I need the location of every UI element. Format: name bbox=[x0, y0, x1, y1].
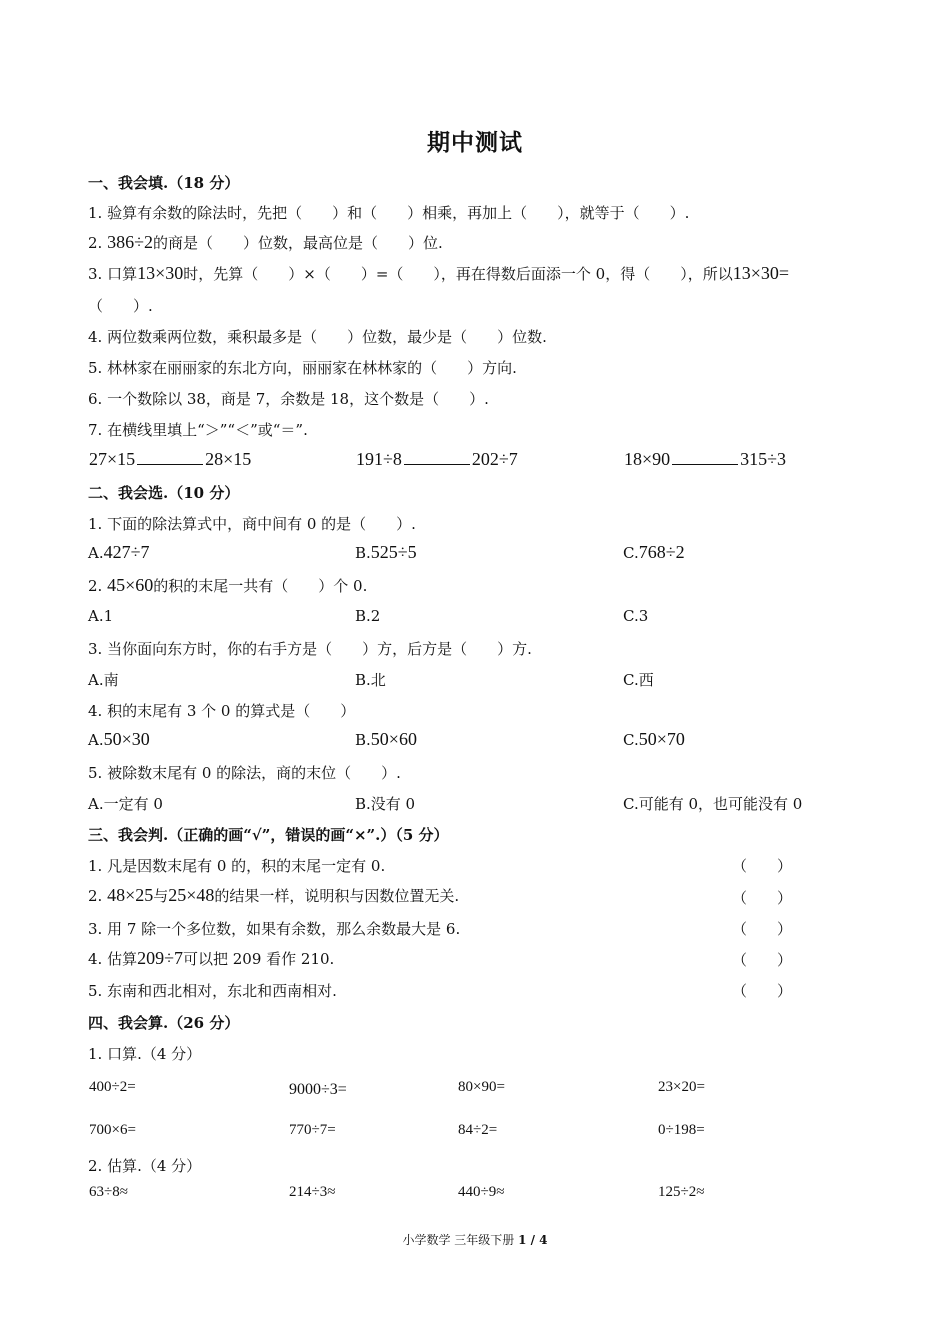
s3-q2-expression-2: 25×48 bbox=[168, 885, 215, 905]
s1-question-3 bbox=[88, 263, 789, 284]
s3-statement-5: 5. 东南和西北相对，东北和西南相对. bbox=[88, 982, 337, 1000]
oral-calc-item: 0÷198= bbox=[658, 1122, 705, 1138]
answer-blank[interactable] bbox=[137, 450, 203, 465]
option-letter: B. bbox=[355, 731, 371, 749]
judge-answer-box[interactable]: （ ） bbox=[732, 982, 793, 1000]
option-c[interactable]: C.西 bbox=[623, 671, 654, 689]
option-a[interactable] bbox=[88, 542, 150, 563]
s3-q2-connector: 与 bbox=[153, 887, 169, 905]
estimate-item: 125÷2≈ bbox=[658, 1184, 705, 1200]
s4-sub-2: 2. 估算.（4 分） bbox=[88, 1157, 202, 1175]
option-b[interactable]: B.没有 0 bbox=[355, 795, 416, 813]
s2-question-3: 3. 当你面向东方时，你的右手方是（ ）方，后方是（ ）方. bbox=[88, 640, 532, 658]
oral-calc-item: 400÷2= bbox=[89, 1079, 136, 1095]
option-c[interactable] bbox=[623, 542, 685, 563]
s1-question-6: 6. 一个数除以 38，商是 7，余数是 18，这个数是（ ）. bbox=[88, 390, 489, 408]
oral-calc-item: 23×20= bbox=[658, 1079, 705, 1095]
oral-calc-item: 770÷7= bbox=[289, 1122, 336, 1138]
option-a[interactable] bbox=[88, 729, 150, 750]
s1-question-2 bbox=[88, 232, 443, 253]
answer-blank[interactable] bbox=[672, 450, 738, 465]
option-value: 50×60 bbox=[370, 729, 417, 749]
s1-q3-expression: 13×30 bbox=[137, 263, 184, 283]
s2-question-5: 5. 被除数末尾有 0 的除法，商的末位（ ）. bbox=[88, 764, 401, 782]
estimate-item: 63÷8≈ bbox=[89, 1184, 128, 1200]
option-b[interactable] bbox=[355, 542, 417, 563]
oral-calc-item: 84÷2= bbox=[458, 1122, 498, 1138]
s3-statement-1: 1. 凡是因数末尾有 0 的，积的末尾一定有 0. bbox=[88, 857, 386, 875]
compare-left: 18×90 bbox=[624, 449, 671, 469]
s1-question-5: 5. 林林家在丽丽家的东北方向，丽丽家在林林家的（ ）方向. bbox=[88, 359, 517, 377]
page-number: 1 / 4 bbox=[518, 1233, 548, 1247]
s1-q2-text: 的商是（ ）位数，最高位是（ ）位. bbox=[152, 234, 443, 252]
option-c[interactable]: C.3 bbox=[623, 607, 649, 625]
page-footer bbox=[0, 1231, 950, 1248]
s4-sub-1: 1. 口算.（4 分） bbox=[88, 1045, 202, 1063]
option-letter: B. bbox=[355, 544, 371, 562]
option-letter: C. bbox=[623, 544, 639, 562]
section-1-heading: 一、我会填.（18 分） bbox=[88, 174, 240, 192]
estimate-item: 214÷3≈ bbox=[289, 1184, 336, 1200]
compare-item bbox=[89, 449, 251, 470]
option-a[interactable]: A.1 bbox=[88, 607, 114, 625]
option-value: 50×30 bbox=[103, 729, 150, 749]
s3-q4-text: 可以把 209 看作 210. bbox=[182, 950, 335, 968]
s1-q3-text: 时，先算（ ）×（ ）=（ ），再在得数后面添一个 0，得（ ），所以 bbox=[183, 265, 733, 283]
s3-q4-lead: 4. 估算 bbox=[88, 950, 138, 968]
s2-question-1: 1. 下面的除法算式中，商中间有 0 的是（ ）. bbox=[88, 515, 416, 533]
section-2-heading: 二、我会选.（10 分） bbox=[88, 484, 240, 502]
s1-q2-expression: 386÷2 bbox=[107, 232, 153, 252]
option-letter: A. bbox=[88, 544, 104, 562]
s3-statement-3: 3. 用 7 除一个多位数，如果有余数，那么余数最大是 6. bbox=[88, 920, 461, 938]
s3-q2-number: 2. bbox=[88, 887, 108, 905]
s3-statement-4 bbox=[88, 948, 334, 969]
s1-question-3-cont: （ ）. bbox=[88, 297, 153, 315]
s1-q3-expression-2: 13×30= bbox=[732, 263, 790, 283]
option-b[interactable] bbox=[355, 729, 417, 750]
s1-question-1: 1. 验算有余数的除法时，先把（ ）和（ ）相乘，再加上（ ），就等于（ ）. bbox=[88, 204, 690, 222]
option-letter: C. bbox=[623, 731, 639, 749]
compare-left: 191÷8 bbox=[356, 449, 402, 469]
page-title: 期中测试 bbox=[427, 129, 523, 156]
compare-right: 315÷3 bbox=[740, 449, 787, 469]
option-a[interactable]: A.一定有 0 bbox=[88, 795, 163, 813]
s1-question-7: 7. 在横线里填上“＞”“＜”或“＝”. bbox=[88, 421, 308, 439]
s2-q2-text: 的积的末尾一共有（ ）个 0. bbox=[153, 577, 368, 595]
section-3-heading: 三、我会判.（正确的画“√”，错误的画“×”.）（5 分） bbox=[88, 826, 449, 844]
option-value: 768÷2 bbox=[638, 542, 685, 562]
section-4-heading: 四、我会算.（26 分） bbox=[88, 1014, 240, 1032]
oral-calc-item: 700×6= bbox=[89, 1122, 136, 1138]
oral-calc-item: 80×90= bbox=[458, 1079, 505, 1095]
option-c[interactable] bbox=[623, 729, 685, 750]
s2-q2-number: 2. bbox=[88, 577, 108, 595]
compare-right: 28×15 bbox=[205, 449, 252, 469]
footer-text: 小学数学 三年级下册 bbox=[402, 1233, 519, 1247]
option-value: 427÷7 bbox=[103, 542, 150, 562]
s1-q3-lead: 3. 口算 bbox=[88, 265, 138, 283]
oral-calc-item: 9000÷3= bbox=[289, 1081, 347, 1098]
s1-q2-number: 2. bbox=[88, 234, 108, 252]
s3-q4-expression: 209÷7 bbox=[137, 948, 183, 968]
option-letter: A. bbox=[88, 731, 104, 749]
s2-question-4: 4. 积的末尾有 3 个 0 的算式是（ ） bbox=[88, 702, 356, 720]
answer-blank[interactable] bbox=[404, 450, 470, 465]
s2-q2-expression: 45×60 bbox=[107, 575, 154, 595]
option-value: 50×70 bbox=[638, 729, 685, 749]
s3-q2-text: 的结果一样，说明积与因数位置无关. bbox=[214, 887, 460, 905]
compare-left: 27×15 bbox=[89, 449, 136, 469]
option-a[interactable]: A.南 bbox=[88, 671, 119, 689]
judge-answer-box[interactable]: （ ） bbox=[732, 920, 793, 938]
option-b[interactable]: B.2 bbox=[355, 607, 381, 625]
judge-answer-box[interactable]: （ ） bbox=[732, 889, 793, 907]
compare-item bbox=[624, 449, 786, 470]
s3-statement-2 bbox=[88, 885, 459, 906]
s2-question-2 bbox=[88, 575, 367, 596]
compare-item bbox=[356, 449, 518, 470]
estimate-item: 440÷9≈ bbox=[458, 1184, 505, 1200]
compare-right: 202÷7 bbox=[471, 449, 518, 469]
option-b[interactable]: B.北 bbox=[355, 671, 386, 689]
s1-question-4: 4. 两位数乘两位数，乘积最多是（ ）位数，最少是（ ）位数. bbox=[88, 328, 547, 346]
option-value: 525÷5 bbox=[370, 542, 417, 562]
option-c[interactable]: C.可能有 0，也可能没有 0 bbox=[623, 795, 803, 813]
judge-answer-box[interactable]: （ ） bbox=[732, 951, 793, 969]
judge-answer-box[interactable]: （ ） bbox=[732, 857, 793, 875]
s3-q2-expression-1: 48×25 bbox=[107, 885, 154, 905]
